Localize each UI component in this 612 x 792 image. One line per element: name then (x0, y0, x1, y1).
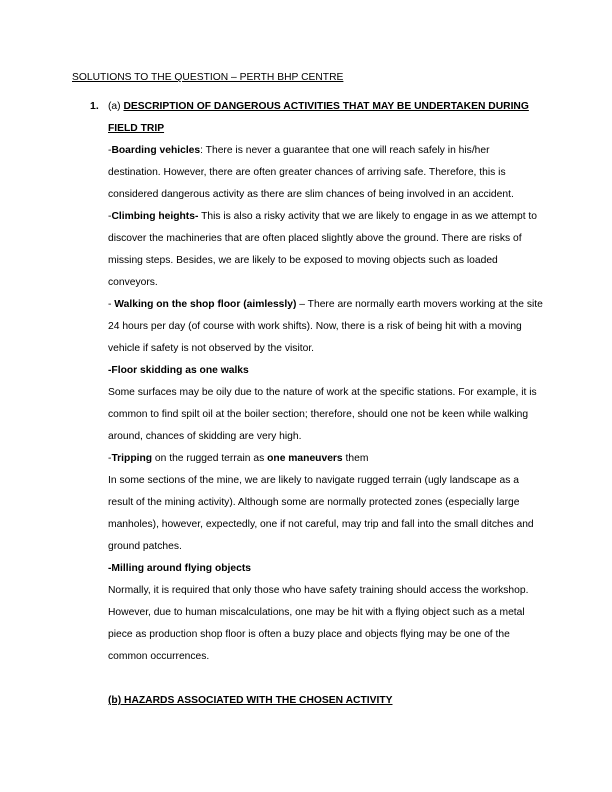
activity-title: -Floor skidding as one walks (108, 365, 249, 376)
list-number: 1. (90, 100, 99, 112)
activity-tripping-title (108, 448, 544, 470)
bullet-prefix: - (108, 145, 112, 156)
activity-text: This is also a risky activity that we are likely to engage in as we attempt to discover the machineries that are often placed slightly above the ground. There are risks of missing steps. Besides, we are likely to be exposed to moving objects such as loaded conveyors. (108, 211, 538, 288)
activity-title: Tripping (111, 453, 153, 464)
bullet-prefix: - (108, 453, 112, 464)
document-heading: SOLUTIONS TO THE QUESTION – PERTH BHP CENTRE (72, 72, 344, 83)
activity-floor-text: Some surfaces may be oily due to the nature of work at the specific stations. For example, it is common to find spilt oil at the boiler section; therefore, should one not be keen while walking around, chances of skidding are very high. (108, 387, 537, 442)
bullet-prefix: - (108, 211, 112, 222)
activity-title: Climbing heights- (111, 211, 199, 222)
answer-content (108, 96, 544, 712)
spacer (108, 668, 544, 690)
activity-text: – There are normally earth movers working at the site 24 hours per day (of course with work shifts). Now, there is a risk of being hit with a moving vehicle if safety is not observed by the visitor. (108, 299, 543, 354)
activity-title-mid: on the rugged terrain as (152, 453, 268, 464)
activity-walking (108, 294, 544, 360)
activity-boarding (108, 140, 544, 206)
activity-title: Walking on the shop floor (aimlessly) (114, 299, 297, 310)
part-a-title: DESCRIPTION OF DANGEROUS ACTIVITIES THAT MAY BE UNDERTAKEN DURING FIELD TRIP (108, 101, 529, 134)
activity-floor-title (108, 360, 544, 382)
activity-title: Boarding vehicles (111, 145, 201, 156)
activity-title-bold: one maneuvers (267, 453, 343, 464)
activity-tripping-text: In some sections of the mine, we are likely to navigate rugged terrain (ugly landscape as a result of the mining activity). Although some are normally protected zones (especially large manholes), however, expectedly, one if not careful, may trip and fall into the small ditches and ground patches. (108, 475, 534, 552)
activity-title: -Milling around flying objects (108, 563, 252, 574)
part-b-heading (108, 690, 544, 712)
bullet-prefix: - (108, 299, 115, 310)
activity-milling-text: Normally, it is required that only those who have safety training should access the workshop. However, due to human miscalculations, one may be hit with a flying object such as a metal piece as production shop floor is often a buzy place and objects flying may be one of the common occurrences. (108, 585, 529, 662)
activity-title-end: them (342, 453, 369, 464)
activity-climbing (108, 206, 544, 294)
part-a-label: (a) (108, 101, 121, 112)
activity-text: : There is never a guarantee that one will reach safely in his/her destination. However, there are often greater chances of arriving safe. Therefore, this is considered dangerous activity as there are slim chances of being involved in an accident. (108, 145, 514, 200)
activity-milling-title (108, 558, 544, 580)
part-b-title: (b) HAZARDS ASSOCIATED WITH THE CHOSEN ACTIVITY (108, 695, 393, 706)
part-a-heading (108, 96, 544, 140)
